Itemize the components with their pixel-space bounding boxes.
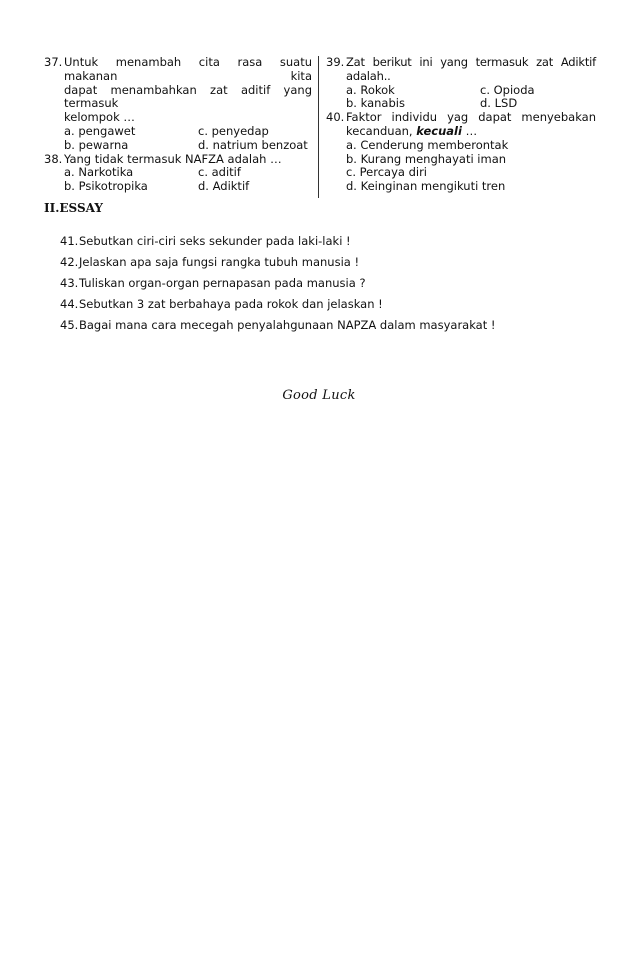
question-line: dapat menambahkan zat aditif yang termasuk [64, 82, 312, 111]
option-c: c. Opioda [480, 82, 535, 97]
option-b: b. kanabis [346, 96, 405, 111]
column-divider [318, 56, 319, 198]
essay-text: Sebutkan ciri-ciri seks sekunder pada laki-laki ! [79, 234, 351, 248]
question-line: kelompok … [64, 110, 135, 125]
question-37-options [64, 125, 312, 153]
question-line: Faktor individu yag dapat menyebakan [346, 110, 596, 125]
option-b: b. pewarna [64, 137, 129, 152]
option-a: a. Rokok [346, 82, 395, 97]
option-c: c. Percaya diri [346, 165, 428, 180]
emphasis-kecuali: kecuali [416, 123, 462, 138]
essay-item [60, 317, 580, 338]
option-a: a. Cenderung memberontak [346, 137, 509, 152]
option-d: d. Adiktif [198, 179, 250, 194]
question-39-options [346, 84, 596, 112]
question-38 [44, 153, 312, 167]
option-c: c. aditif [198, 165, 241, 180]
question-39 [326, 56, 596, 84]
essay-item [60, 233, 580, 254]
question-38-options [64, 166, 312, 194]
option-a: a. pengawet [64, 123, 136, 138]
left-question-column [44, 56, 312, 194]
essay-item [60, 296, 580, 317]
essay-number: 42. [60, 255, 79, 270]
question-37 [44, 56, 312, 125]
question-40 [326, 111, 596, 139]
question-text-prefix: kecanduan, [346, 123, 413, 138]
option-b: b. Psikotropika [64, 179, 148, 194]
question-line [346, 125, 596, 139]
essay-number: 44. [60, 297, 79, 312]
option-d: d. natrium benzoat [198, 137, 308, 152]
option-d: d. LSD [480, 96, 518, 111]
question-text: Yang tidak termasuk NAFZA adalah … [64, 151, 282, 166]
essay-number: 45. [60, 318, 79, 333]
question-text [346, 111, 596, 139]
option-a: a. Narkotika [64, 165, 134, 180]
essay-text: Bagai mana cara mecegah penyalahgunaan NAPZA dalam masyarakat ! [79, 318, 496, 333]
question-number: 40. [326, 110, 345, 125]
question-text: Zat berikut ini yang termasuk zat Adiktif adalah.. [346, 55, 596, 83]
essay-item [60, 275, 580, 296]
question-number: 38. [44, 151, 63, 166]
question-number: 37. [44, 55, 63, 69]
essay-text: Tuliskan organ-organ pernapasan pada manusia ? [79, 276, 366, 291]
question-text [64, 56, 312, 125]
essay-text: Sebutkan 3 zat berbahaya pada rokok dan jelaskan ! [79, 297, 383, 312]
essay-list [60, 233, 580, 338]
essay-number: 43. [60, 276, 79, 291]
question-line: Untuk menambah cita rasa suatu makanan kita [64, 55, 312, 83]
option-b: b. Kurang menghayati iman [346, 151, 507, 166]
essay-number: 41. [60, 234, 79, 248]
right-question-column [326, 56, 596, 194]
question-number: 39. [326, 55, 345, 69]
essay-text: Jelaskan apa saja fungsi rangka tubuh manusia ! [79, 255, 360, 270]
essay-item [60, 254, 580, 275]
option-c: c. penyedap [198, 123, 269, 138]
closing-text: Good Luck [282, 388, 356, 403]
question-text-suffix: … [465, 123, 478, 138]
section-title: II.ESSAY [44, 201, 103, 215]
option-d: d. Keinginan mengikuti tren [346, 179, 506, 194]
